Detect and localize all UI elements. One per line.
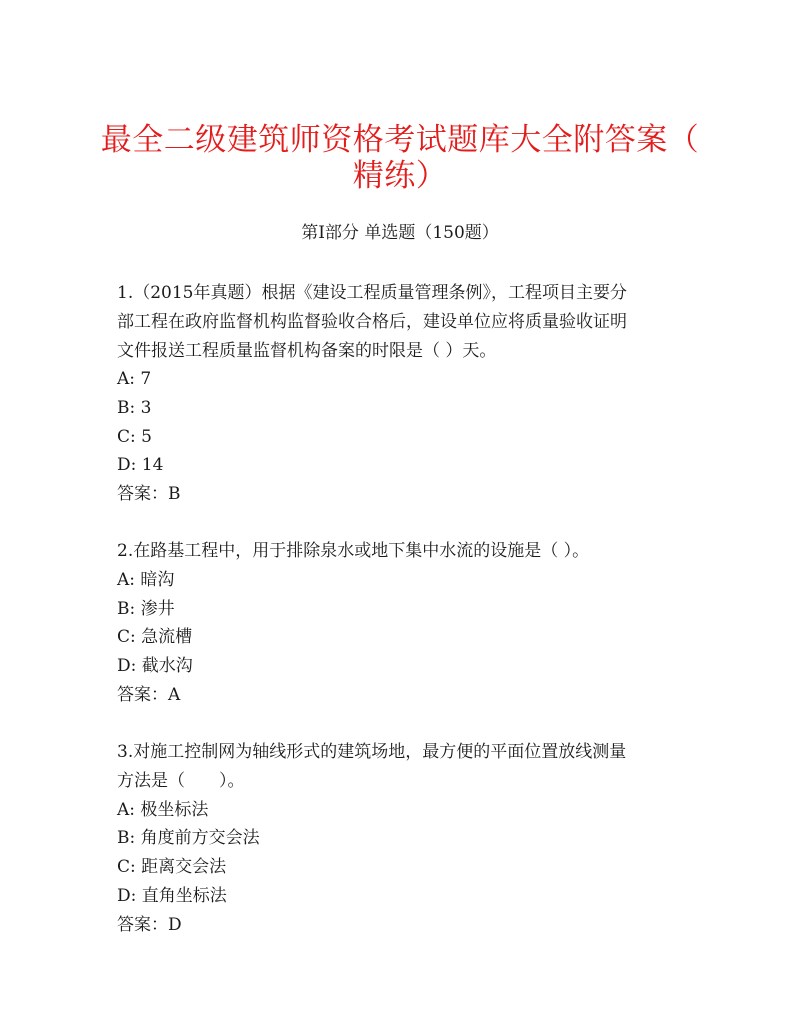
question-2-option-a: A: 暗沟 [117,570,175,590]
question-1-stem-line-2: 部工程在政府监督机构监督验收合格后，建设单位应将质量验收证明 [117,312,627,332]
document-title-line-2: 精练） [352,158,448,194]
document-title-line-1: 最全二级建筑师资格考试题库大全附答案（ [100,122,700,158]
question-2-option-b: B: 渗井 [117,599,175,619]
question-3-stem-line-1: 3.对施工控制网为轴线形式的建筑场地，最方便的平面位置放线测量 [117,742,627,762]
question-1-option-b: B: 3 [117,398,152,418]
question-3-option-b: B: 角度前方交会法 [117,828,260,848]
question-3-answer: 答案：D [117,915,182,935]
question-1-option-a: A: 7 [117,369,152,389]
question-1-option-d: D: 14 [117,455,164,475]
question-1-answer: 答案：B [117,484,181,504]
question-3-stem-line-2: 方法是（ ）。 [117,771,245,791]
question-2-stem-line-1: 2.在路基工程中，用于排除泉水或地下集中水流的设施是（ ）。 [117,541,590,561]
question-1-stem-line-1: 1.（2015年真题）根据《建设工程质量管理条例》，工程项目主要分 [117,283,627,303]
section-heading: 第Ⅰ部分 单选题（150题） [301,223,499,243]
question-3-option-a: A: 极坐标法 [117,800,209,820]
question-3-option-c: C: 距离交会法 [117,857,227,877]
question-1-option-c: C: 5 [117,427,152,447]
question-2-option-d: D: 截水沟 [117,656,193,676]
question-2-answer: 答案：A [117,685,181,705]
question-1-stem-line-3: 文件报送工程质量监督机构备案的时限是（ ）天。 [117,341,497,361]
question-3-option-d: D: 直角坐标法 [117,886,227,906]
question-2-option-c: C: 急流槽 [117,627,193,647]
